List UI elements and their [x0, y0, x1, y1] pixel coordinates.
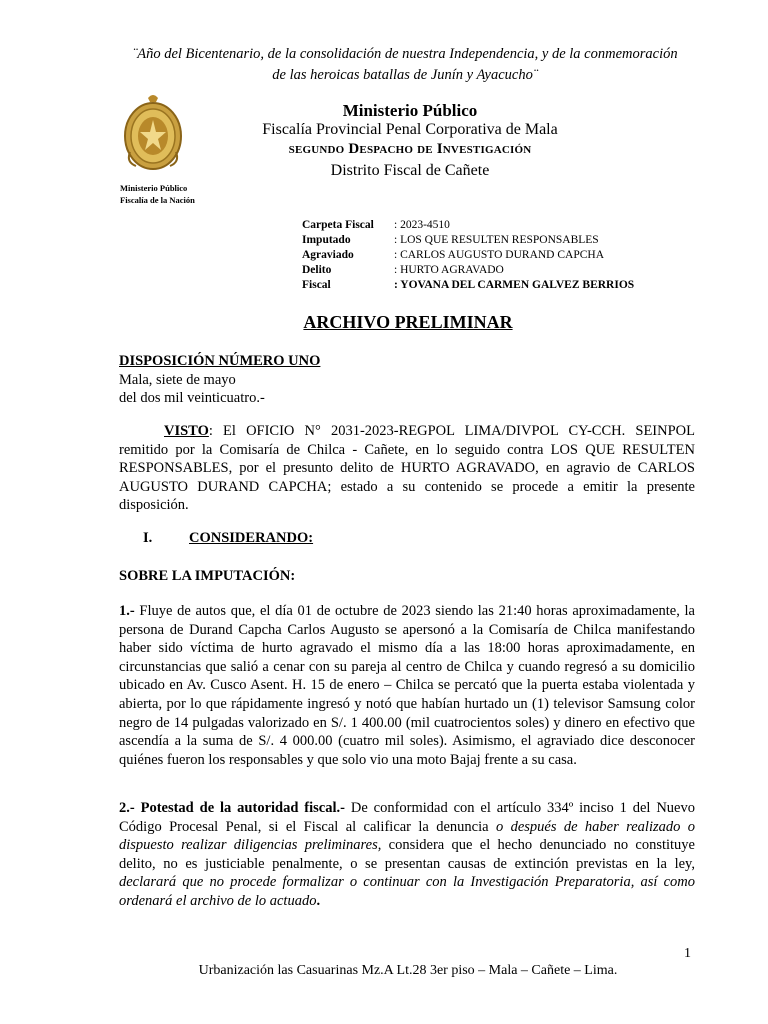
paragraph-1 — [119, 602, 695, 769]
seal-caption — [120, 182, 195, 206]
header-office-unit: segundo Despacho de Investigación — [288, 141, 532, 157]
case-info-label: Imputado — [302, 234, 351, 246]
motto — [90, 44, 720, 86]
case-info-value: : HURTO AGRAVADO — [394, 264, 504, 276]
case-info-value: : YOVANA DEL CARMEN GALVEZ BERRIOS — [394, 279, 635, 291]
seal-caption-line-1: Ministerio Público — [120, 183, 188, 193]
paragraph-2-italic-b: declarará que no procede formalizar o continuar con la Investigación Preparatoria, así como ordenará el archivo de lo actuado — [119, 874, 695, 909]
disposition-year: del dos mil veinticuatro.- — [119, 390, 265, 407]
section-number: I. — [143, 530, 153, 546]
visto-paragraph — [119, 422, 695, 515]
seal-caption-line-2: Fiscalía de la Nación — [120, 195, 195, 205]
disposition-place-date: Mala, siete de mayo — [119, 371, 236, 388]
case-info-value: : CARLOS AUGUSTO DURAND CAPCHA — [394, 249, 605, 261]
case-info-block — [302, 218, 634, 293]
case-info-label: Agraviado — [302, 249, 354, 261]
footer-address: Urbanización las Casuarinas Mz.A Lt.28 3er piso – Mala – Cañete – Lima. — [198, 963, 618, 978]
header-district: Distrito Fiscal de Cañete — [330, 162, 490, 179]
peruvian-public-ministry-seal-icon — [122, 92, 184, 172]
paragraph-2-text-a: De conformidad con el artículo 334º inciso 1 del Nuevo Código Procesal Penal, si el Fiscal al calificar la denuncia — [119, 800, 695, 835]
subheading-imputacion: SOBRE LA IMPUTACIÓN: — [119, 568, 296, 584]
section-heading-considerando — [143, 530, 313, 547]
case-info-value: : 2023-4510 — [394, 219, 450, 231]
paragraph-1-text: Fluye de autos que, el día 01 de octubre de 2023 siendo las 21:40 horas aproximadamente, la persona de Durand Capcha Carlos Augusto se apersonó a la Comisaría de Chilca manifestando haber sido víctima de hurto agravado el mismo día a las 18:00 horas aproximadamente, en circunstancias que salió a cenar con su pareja al centro de Chilca y cuando regresó a su domicilio ubicado en Av. Cusco Asent. H. 15 de enero – Chilca se percató que la puerta estaba violentada y abierta, por lo que rápidamente ingresó y notó que habían hurtado un (1) televisor Samsung color negro de 14 pulgadas valorizado en S/. 1 400.00 (mil cuatrocientos soles) y dinero en efectivo que ascendía a la suma de S/. 4 000.00 (cuatro mil soles). Asimismo, el agraviado dice desconocer quiénes fueron los responsables y que solo vio una moto Bajaj frente a su casa. — [119, 603, 695, 768]
paragraph-2 — [119, 799, 695, 911]
header-institution: Ministerio Público — [342, 101, 478, 120]
document-title: ARCHIVO PRELIMINAR — [303, 312, 513, 332]
case-info-label: Fiscal — [302, 279, 331, 291]
paragraph-2-end: . — [316, 892, 321, 909]
case-info-row — [302, 218, 634, 233]
page-number: 1 — [684, 946, 691, 961]
paragraph-2-lead: 2.- Potestad de la autoridad fiscal.- — [119, 800, 345, 816]
case-info-row — [302, 278, 634, 293]
case-info-row — [302, 263, 634, 278]
case-info-value: : LOS QUE RESULTEN RESPONSABLES — [394, 234, 599, 246]
disposition-heading: DISPOSICIÓN NÚMERO UNO — [119, 353, 321, 369]
visto-text: : El OFICIO N° 2031-2023-REGPOL LIMA/DIVPOL CY-CCH. SEINPOL remitido por la Comisaría de Chilca - Cañete, en lo seguido contra LOS QUE RESULTEN RESPONSABLES, por el presunto delito de HURTO AGRAVADO, en agravio de CARLOS AUGUSTO DURAND CAPCHA; estado a su contenido se procede a emitir la presente disposición. — [119, 423, 695, 514]
case-info-label: Delito — [302, 264, 332, 276]
paragraph-2-italic-a: o después de haber realizado o dispuesto realizar diligencias preliminares, — [119, 818, 695, 854]
case-info-label: Carpeta Fiscal — [302, 219, 374, 231]
disposition-block — [119, 352, 695, 408]
paragraph-1-lead: 1.- — [119, 603, 135, 619]
paragraph-2-text-b: considera que el hecho denunciado no constituye delito, no es justiciable penalmente, o se presentan causas de extinción previstas en la ley, — [119, 837, 695, 872]
section-label: CONSIDERANDO: — [189, 530, 314, 546]
motto-line-1: ¨Año del Bicentenario, de la consolidación de nuestra Independencia, y de la conmemoración — [132, 46, 678, 62]
header-prosecutor-office: Fiscalía Provincial Penal Corporativa de Mala — [262, 121, 558, 138]
case-info-row — [302, 248, 634, 263]
visto-lead: VISTO — [164, 423, 209, 439]
motto-line-2: de las heroicas batallas de Junín y Ayacucho¨ — [272, 67, 538, 83]
case-info-row — [302, 233, 634, 248]
